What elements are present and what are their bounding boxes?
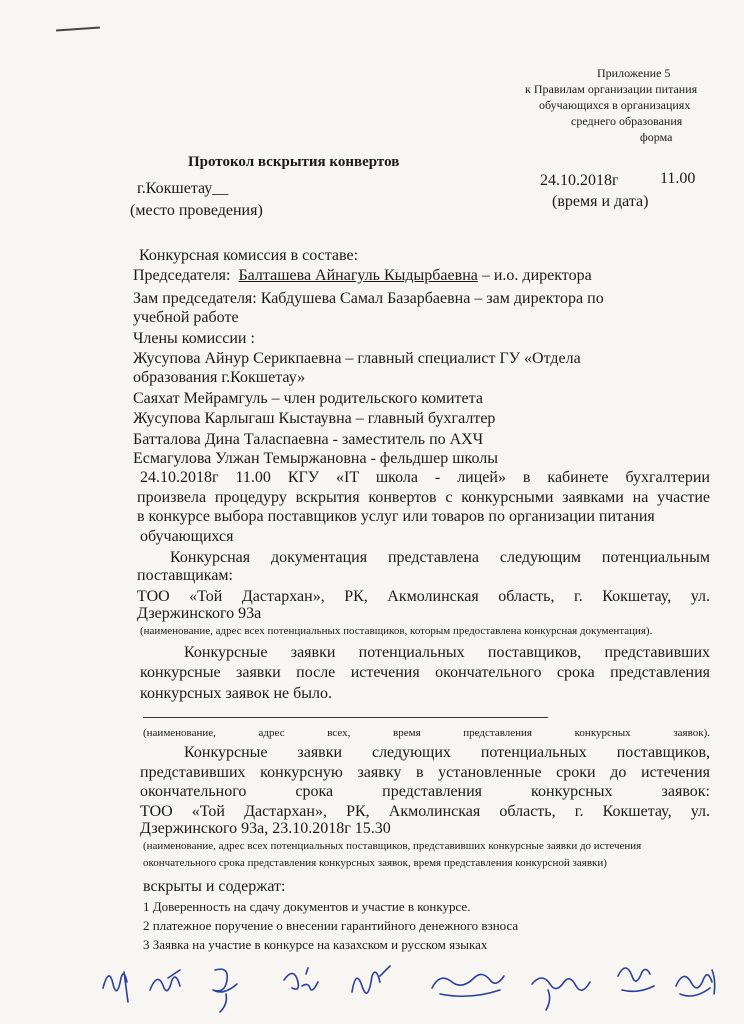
late-blank-line bbox=[143, 717, 548, 718]
members-label: Члены комиссии : bbox=[133, 330, 255, 347]
signature-5 bbox=[352, 966, 390, 993]
member-1-line-1: Жусупова Айнур Серикпаевна – главный специалист ГУ «Отдела bbox=[133, 350, 581, 367]
procedure-line-4: обучающихся bbox=[140, 528, 234, 545]
late-line-3: конкурсных заявок не было. bbox=[140, 685, 333, 702]
ontime-line-3: окончательного срока представления конкурсных заявок: bbox=[140, 783, 710, 800]
late-line-2: конкурсные заявки после истечения окончательного срока представления bbox=[140, 664, 710, 681]
date-value: 24.10.2018г bbox=[540, 172, 619, 189]
late-line-1: Конкурсные заявки потенциальных поставщиков, представивших bbox=[184, 644, 710, 661]
contents-item-2: 2 платежное поручение о внесении гарантийного денежного взноса bbox=[143, 918, 519, 933]
ontime-line-1: Конкурсные заявки следующих потенциальных поставщиков, bbox=[184, 744, 710, 761]
docs-line-2: поставщикам: bbox=[137, 567, 233, 584]
handwritten-signatures bbox=[0, 950, 744, 1024]
docs-caption: (наименование, адрес всех потенциальных поставщиков, которым предоставлена конкурсная документация). bbox=[140, 625, 653, 637]
ontime-line-4: ТОО «Той Дастархан», РК, Акмолинская область, г. Кокшетау, ул. bbox=[140, 803, 710, 820]
chair-role: – и.о. директора bbox=[481, 267, 592, 284]
member-5: Есмагулова Улжан Темыржановна - фельдшер школы bbox=[133, 450, 499, 467]
contents-item-1: 1 Доверенность на сдачу документов и участие в конкурсе. bbox=[143, 899, 471, 914]
annex-line-4: среднего образования bbox=[571, 114, 683, 128]
docs-line-1: Конкурсная документация представлена следующим потенциальным bbox=[170, 549, 710, 566]
annex-line-5: форма bbox=[640, 130, 673, 144]
deputy-line-2: учебной работе bbox=[133, 309, 239, 326]
chair-label: Председателя: bbox=[133, 267, 231, 284]
commission-intro: Конкурсная комиссия в составе: bbox=[139, 247, 359, 264]
datetime-caption: (время и дата) bbox=[552, 193, 649, 210]
signature-8 bbox=[618, 968, 654, 991]
annex-line-1: Приложение 5 bbox=[597, 66, 671, 80]
docs-line-3: ТОО «Той Дастархан», РК, Акмолинская область, г. Кокшетау, ул. bbox=[137, 588, 710, 605]
chair-name: Балташева Айнагуль Кыдырбаевна bbox=[238, 267, 478, 284]
member-3: Жусупова Карлыгаш Кыстаувна – главный бухгалтер bbox=[133, 410, 496, 427]
docs-line-4: Дзержинского 93а bbox=[137, 605, 262, 622]
signature-9 bbox=[676, 970, 715, 996]
contents-item-3: 3 Заявка на участие в конкурсе на казахском и русском языках bbox=[143, 937, 488, 952]
pen-mark bbox=[56, 26, 100, 31]
deputy-line-1: Зам председателя: Кабдушева Самал Базарбаевна – зам директора по bbox=[133, 290, 604, 307]
signature-1 bbox=[103, 972, 128, 1002]
member-2: Саяхат Мейрамгуль – член родительского комитета bbox=[133, 390, 483, 407]
procedure-line-2: произвела процедуру вскрытия конвертов с конкурсными заявками на участие bbox=[137, 489, 710, 506]
annex-line-3: обучающихся в организациях bbox=[539, 98, 691, 112]
contents-intro: вскрыты и содержат: bbox=[143, 878, 286, 895]
place-caption: (место проведения) bbox=[130, 202, 263, 219]
member-4: Батталова Дина Таласпаевна - заместитель по АХЧ bbox=[133, 431, 484, 448]
signature-7 bbox=[532, 978, 590, 1010]
time-value: 11.00 bbox=[660, 170, 696, 187]
place-value: г.Кокшетау__ bbox=[137, 180, 229, 197]
signature-4 bbox=[284, 968, 318, 990]
ontime-line-2: представивших конкурсную заявку в установленные сроки до истечения bbox=[140, 764, 710, 781]
signature-2 bbox=[150, 970, 180, 991]
procedure-line-3: в конкурсе выбора поставщиков услуг или товаров по организации питания bbox=[137, 508, 655, 525]
member-1-line-2: образования г.Кокшетау» bbox=[133, 369, 306, 386]
chair-line bbox=[133, 267, 592, 285]
ontime-caption-1: (наименование, адрес всех потенциальных поставщиков, представивших конкурсные заявки до истечения bbox=[143, 840, 642, 852]
signature-3 bbox=[213, 969, 237, 1012]
ontime-caption-2: окончательного срока представления конкурсных заявок, время представления конкурсной заявки) bbox=[143, 857, 607, 869]
document-title: Протокол вскрытия конвертов bbox=[188, 154, 400, 170]
late-caption: (наименование, адрес всех, время представления конкурсных заявок). bbox=[143, 727, 710, 739]
annex-line-2: к Правилам организации питания bbox=[525, 82, 698, 96]
procedure-line-1: 24.10.2018г 11.00 КГУ «IT школа - лицей» в кабинете бухгалтерии bbox=[140, 469, 710, 486]
signature-6 bbox=[432, 974, 504, 996]
ontime-line-5: Дзержинского 93а, 23.10.2018г 15.30 bbox=[140, 820, 391, 837]
